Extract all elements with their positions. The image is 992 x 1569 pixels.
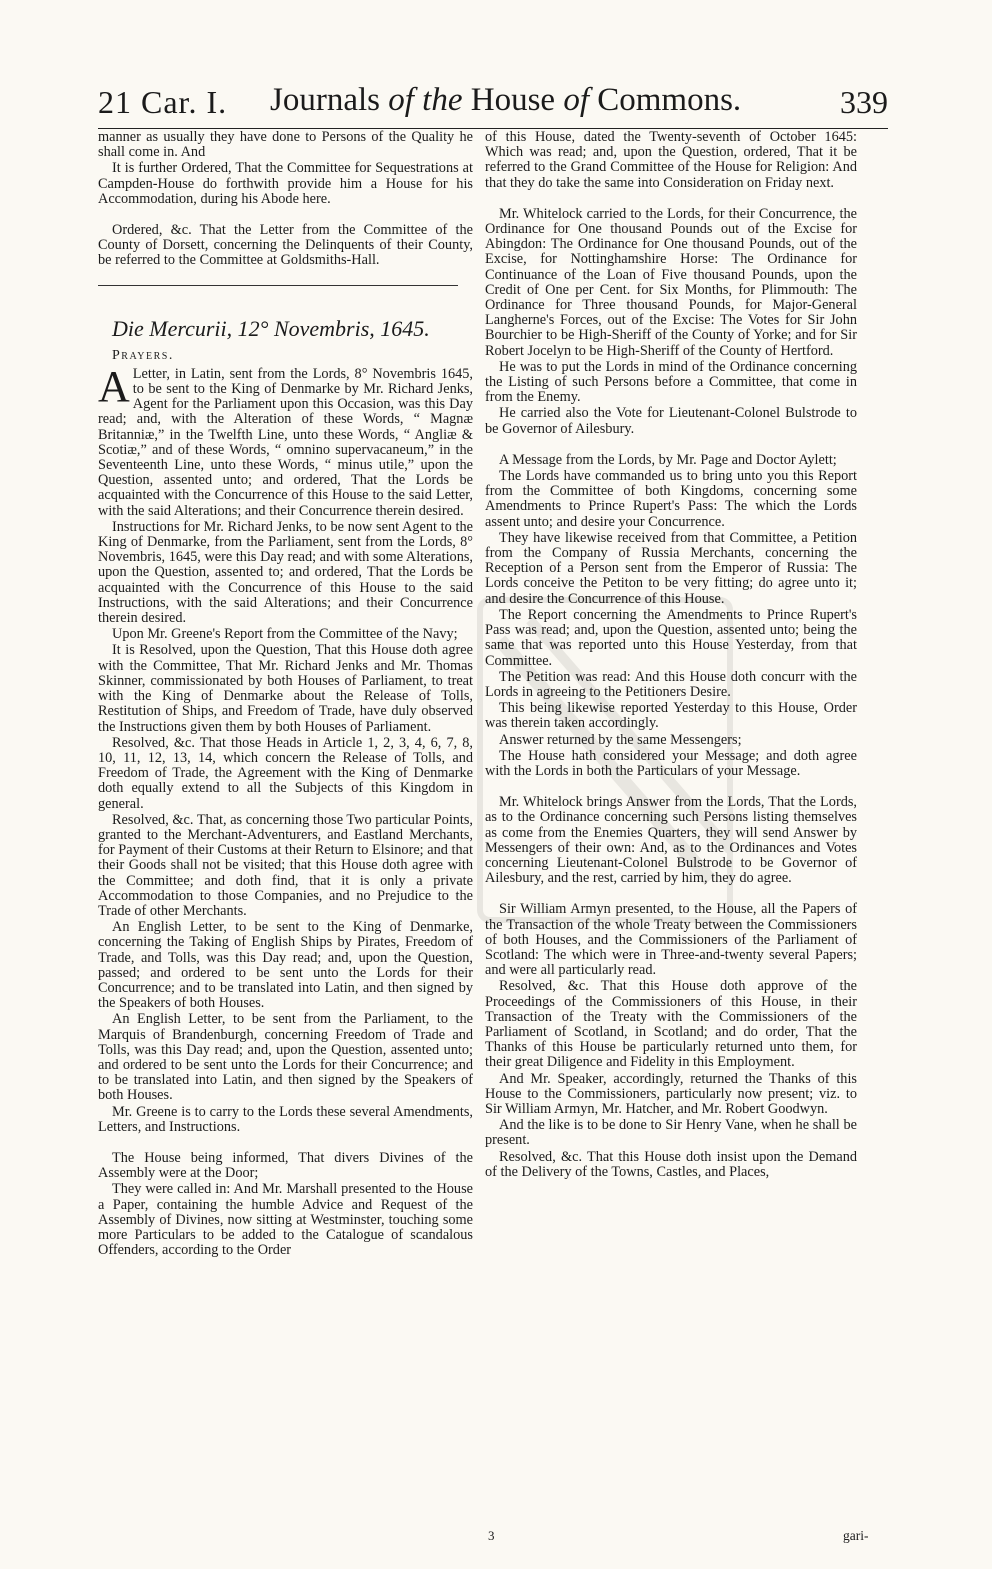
paragraph: The Petition was read: And this House doth concurr with the Lords in agreeing to the Petitioners Desire.	[485, 668, 857, 700]
paragraph: Mr. Whitelock brings Answer from the Lords, That the Lords, as to the Ordinance concerning such Persons listing themselves as come from the Enemies Quarters, they will send Answer by Messengers of their own: And, as to the Ordinances and Votes concerning Lieutenant-Colonel Bulstrode to be Governor of Ailesbury, and the rest, carried by him, they do agree.	[485, 794, 857, 887]
paragraph: Answer returned by the same Messengers;	[499, 731, 742, 748]
paragraph: This being likewise reported Yesterday to this House, Order was therein taken accordingly.	[485, 700, 857, 732]
paragraph: And the like is to be done to Sir Henry Vane, when he shall be present.	[485, 1117, 857, 1149]
paragraph: An English Letter, to be sent from the Parliament, to the Marquis of Brandenburgh, concerning Freedom of Trade and Tolls, was this Day read; and, upon the Question, assented unto; and ordered to be sent unto the Lords for their Concurrence; and to be translated into Latin, and then signed by the Speakers of both Houses.	[98, 1011, 473, 1104]
paragraph: It is Resolved, upon the Question, That this House doth agree with the Committee, That Mr. Richard Jenks and Mr. Thomas Skinner, commissionated by both Houses of Parliament, to treat with the King of Denmarke about the Release of Tolls, Restitution of Ships, and Freedom of Trade, have duly observed the Instructions given them by both Houses of Parliament.	[98, 642, 473, 735]
paragraph: A Message from the Lords, by Mr. Page and Doctor Aylett;	[499, 451, 837, 468]
paragraph: They were called in: And Mr. Marshall presented to the House a Paper, containing the humble Advice and Request of the Assembly of Divines, now sitting at Westminster, touching some more Particulars to be added to the Catalogue of scandalous Offenders, according to the Order	[98, 1181, 473, 1259]
running-header	[98, 78, 888, 129]
paragraph: The House being informed, That divers Divines of the Assembly were at the Door;	[98, 1149, 473, 1182]
catchword: gari-	[843, 1528, 869, 1543]
left-column	[98, 130, 473, 1259]
journal-title: Journals of the House of Commons.	[270, 82, 742, 118]
page-number: 339	[840, 84, 888, 120]
paragraph: And Mr. Speaker, accordingly, returned the Thanks of this House to the Commissioners, particularly now present; viz. to Sir William Armyn, Mr. Hatcher, and Mr. Robert Goodwyn.	[485, 1070, 857, 1117]
paragraph: manner as usually they have done to Persons of the Quality he shall come in. And	[98, 129, 473, 161]
paragraph: Ordered, &c. That the Letter from the Committee of the County of Dorsett, concerning the Delinquents of their County, be referred to the Committee at Goldsmiths-Hall.	[98, 222, 473, 269]
paragraph: The Report concerning the Amendments to Prince Rupert's Pass was read; and, upon the Question, assented unto; being the same that was reported unto this House Yesterday, from that Committee.	[485, 606, 857, 669]
paragraph: The Lords have commanded us to bring unto you this Report from the Committee of both Kingdoms, concerning some Amendments to Prince Rupert's Pass: The which the Lords assent unto; and desire your Concurrence.	[485, 468, 857, 530]
paragraph: He carried also the Vote for Lieutenant-Colonel Bulstrode to be Governor of Ailesbury.	[485, 405, 857, 437]
section-divider	[98, 285, 458, 286]
paragraph: It is further Ordered, That the Committee for Sequestrations at Campden-House do forthwith provide him a House for his Accommodation, during his Abode here.	[98, 160, 473, 207]
day-heading: Die Mercurii, 12° Novembris, 1645.	[112, 315, 430, 341]
paragraph: Resolved, &c. That this House doth insist upon the Demand of the Delivery of the Towns, Castles, and Places,	[485, 1148, 857, 1180]
paragraph: Mr. Whitelock carried to the Lords, for their Concurrence, the Ordinance for One thousand Pounds out of the Excise for Abingdon: The Ordinance for One thousand Pounds, out of the Excise, for Nottinghamshire Horse: The Ordinance for Continuance of the Loan of Five thousand Pounds, upon the Credit of One per Cent. for Six Months, for Plimmouth: The Ordinance for Three thousand Pounds, for Major-General Langherne's Forces, out of the Excise: The Votes for Sir John Bourchier to be High-Sheriff of the County of Yorke; and for Sir Robert Jocelyn to be High-Sheriff of the County of Hertford.	[485, 205, 857, 359]
paragraph-dropcap: A Letter, in Latin, sent from the Lords, 8° Novembris 1645, to be sent to the King of Denmarke by Mr. Richard Jenks, Agent for the Parliament upon this Occasion, was this Day read; and, with the Alteration of these Words, “ Magnæ Britanniæ,” in the Twelfth Line, unto these Words, “ Angliæ & Scotiæ,” and of these Words, “ omnino supervacaneum,” in the Seventeenth Line, unto these Words, “ minus utile,” upon the Question, assented unto; and ordered, That the Lords be acquainted with the Concurrence of this House to the said Letter, with the said Alterations; and their Concurrence therein desired.	[98, 361, 473, 519]
paragraph: They have likewise received from that Committee, a Petition from the Company of Russia Merchants, concerning the Reception of a Person sent from the Emperor of Russia: The Lords conceive the Petiton to be very fitting; do agree unto it; and desire the Concurrence of this House.	[485, 529, 857, 607]
right-column	[485, 130, 857, 1181]
paragraph: Resolved, &c. That those Heads in Article 1, 2, 3, 4, 6, 7, 8, 10, 11, 12, 13, 14, which concern the Release of Tolls, and Freedom of Trade, the Agreement with the King of Denmarke doth equally extend to all the Subjects of this Kingdom in general.	[98, 734, 473, 812]
paragraph: Mr. Greene is to carry to the Lords these several Amendments, Letters, and Instructions.	[98, 1103, 473, 1135]
paragraph: Upon Mr. Greene's Report from the Committee of the Navy;	[112, 626, 458, 643]
paragraph: Resolved, &c. That, as concerning those Two particular Points, granted to the Merchant-Adventurers, and Eastland Merchants, for Payment of their Customs at their Return to Elsinore; and that their Goods shall not be visited; that this House doth agree with the Committee; and doth find, that it is only a private Accommodation to those Companies, and no Prejudice to the Trade of other Merchants.	[98, 811, 473, 919]
paragraph: Instructions for Mr. Richard Jenks, to be now sent Agent to the King of Denmarke, from the Parliament, sent from the Lords, 8° Novembris, 1645, were this Day read; and with some Alterations, upon the Question, assented to; and ordered, That the Lords be acquainted with the Concurrence of this House to the said Instructions, with the said Alterations; and their Concurrence therein desired.	[98, 518, 473, 627]
drop-cap: A	[98, 361, 130, 411]
paragraph: An English Letter, to be sent to the King of Denmarke, concerning the Taking of English Ships by Pirates, Freedom of Trade, and Tolls, was this Day read; and, upon the Question, passed; and ordered to be sent unto the Lords for their Concurrence; and to be translated into Latin, and then signed by the Speakers of both Houses.	[98, 919, 473, 1012]
signature-mark: 3	[488, 1528, 495, 1543]
paragraph: The House hath considered your Message; and doth agree with the Lords in both the Particulars of your Message.	[485, 747, 857, 779]
paragraph: of this House, dated the Twenty-seventh of October 1645: Which was read; and, upon the Question, ordered, That it be referred to the Grand Committee of the House for Religion: And that they do take the same into Consideration on Friday next.	[485, 129, 857, 191]
paragraph: Resolved, &c. That this House doth approve of the Proceedings of the Commissioners of this House, in their Transaction of the Treaty with the Commissioners of the Parliament of Scotland, in Scotland; and do order, That the Thanks of this House be particularly returned unto them, for their great Diligence and Fidelity in this Employment.	[485, 978, 857, 1071]
regnal-year: 21 Car. I.	[98, 84, 228, 120]
paragraph: Sir William Armyn presented, to the House, all the Papers of the Transaction of the whole Treaty between the Commissioners of both Houses, and the Commissioners of the Parliament of Scotland: The which were in Three-and-twenty several Papers; and were all particularly read.	[485, 901, 857, 979]
prayers-heading: Prayers.	[112, 347, 174, 363]
paragraph: He was to put the Lords in mind of the Ordinance concerning the Listing of such Persons before a Committee, that come in from the Enemy.	[485, 358, 857, 406]
